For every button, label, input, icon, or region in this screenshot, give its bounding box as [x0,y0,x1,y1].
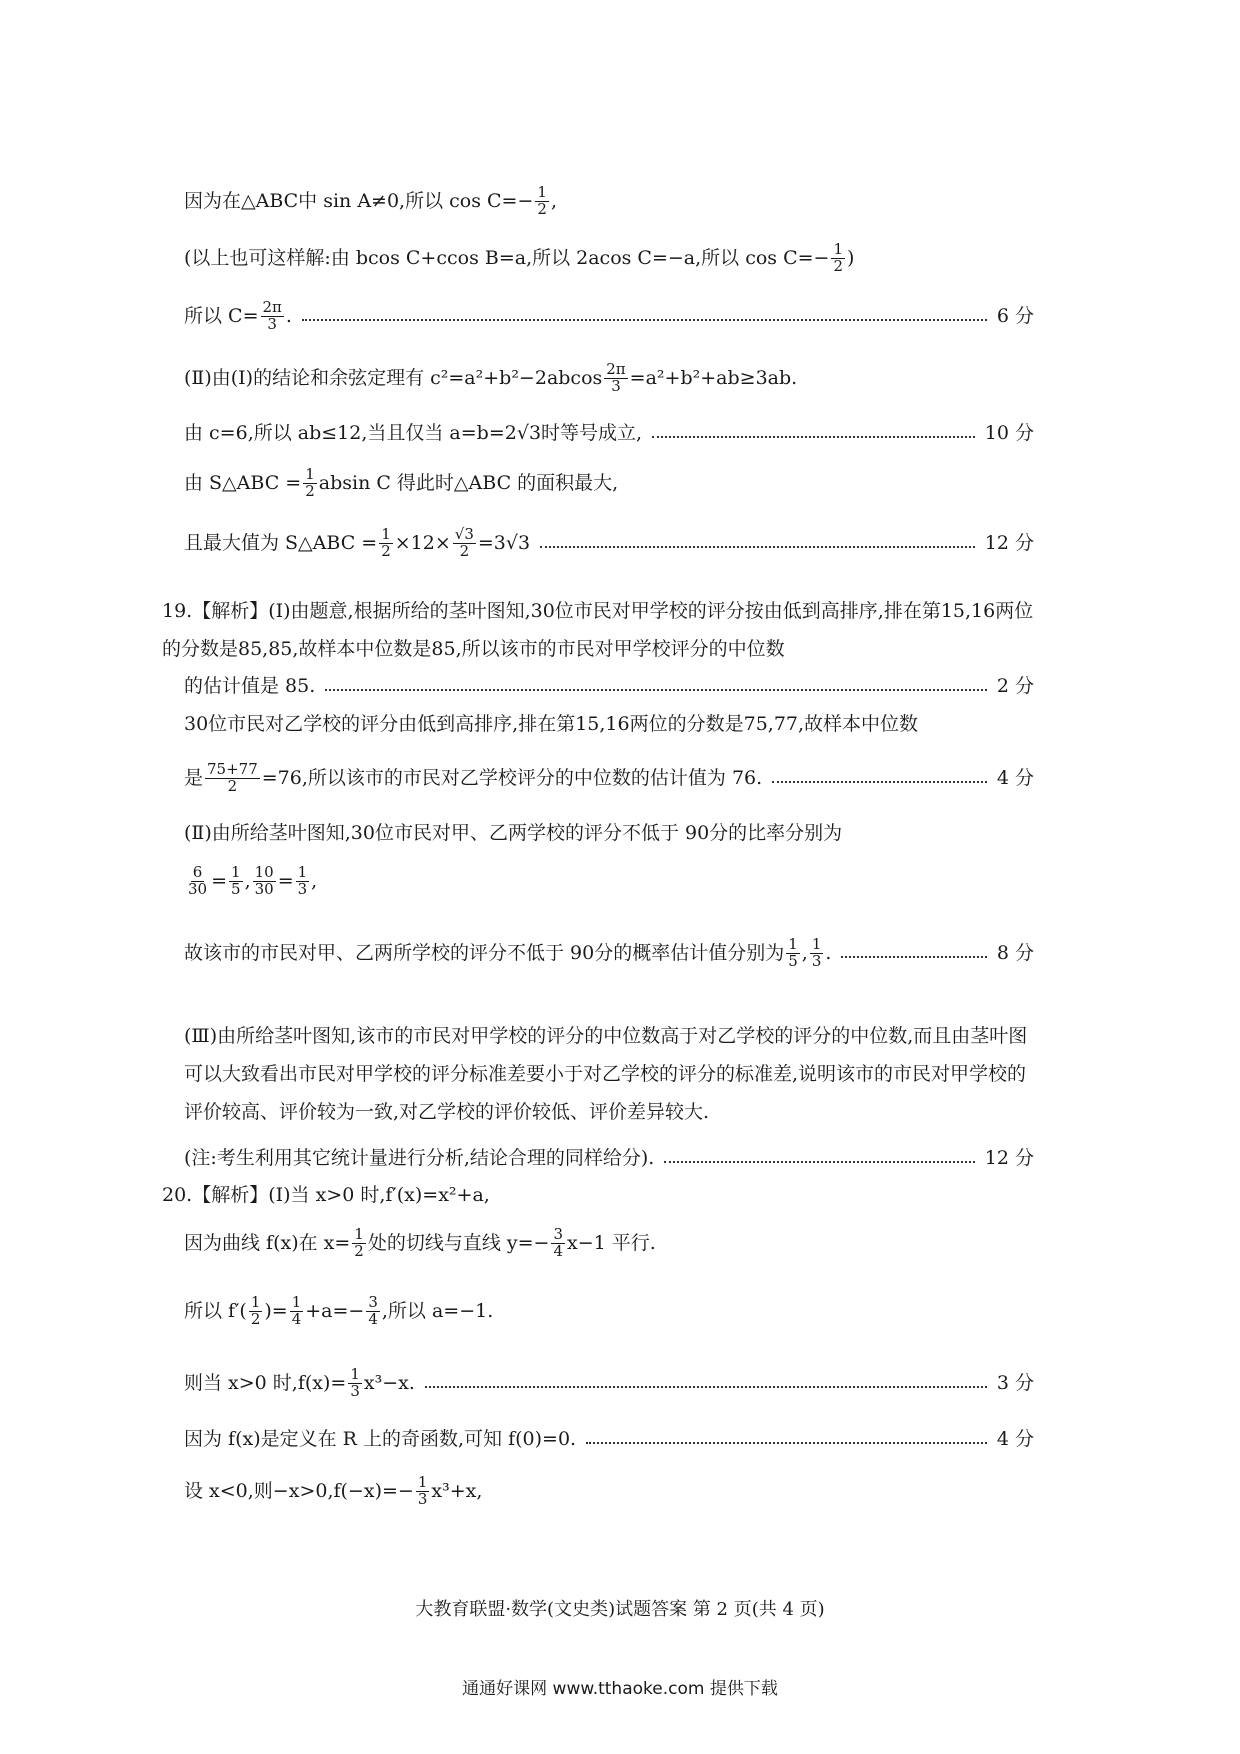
solution-line [184,185,1034,218]
text: 处的切线与直线 y=− [367,1231,550,1254]
text: =76,所以该市的市民对乙学校评分的中位数的估计值为 76. [261,766,763,789]
fraction [348,1367,362,1400]
score-label: 4 分 [996,766,1034,789]
text: 因为在△ABC中 sin A≠0,所以 cos C=− [184,189,534,212]
denominator: 30 [188,879,208,898]
numerator: 1 [231,863,241,881]
question-19-paragraph [162,592,1034,668]
score-label: 3 分 [996,1371,1034,1394]
text: (Ⅲ)由所给茎叶图知,该市的市民对甲学校的评分的中位数高于对乙学校的评分的中位数,而且由茎叶图可以大致看出市民对甲学校的评分标准差要小于对乙学校的评分的标准差,说明该市的市民对甲学校的评价较高、评价较为一致,对乙学校的评价较低、评价差异较大. [184,1025,1028,1123]
score-label: 6 分 [996,304,1034,327]
text: x−1 平行. [567,1231,656,1254]
fraction [786,937,800,970]
numerator: 1 [350,1365,360,1383]
text: (Ⅱ)由所给茎叶图知,30位市民对甲、乙两学校的评分不低于 90分的比率分别为 [184,822,843,844]
score-label: 10 分 [984,422,1034,444]
solution-line [184,1475,1034,1508]
text: 20.【解析】(Ⅰ)当 x>0 时,f′(x)=x²+a, [162,1184,490,1206]
fraction [551,1227,565,1260]
text: ) [847,246,855,269]
text: . [285,304,292,327]
fraction [290,1295,304,1328]
denominator: 3 [611,376,621,395]
fraction [261,300,284,333]
question-19-part3-paragraph [184,1017,1034,1131]
text: = [277,869,294,892]
text: 故该市的市民对甲、乙两所学校的评分不低于 90分的概率估计值分别为 [184,941,785,964]
fraction [186,865,209,898]
solution-line [184,527,1034,560]
denominator: 30 [254,879,274,898]
numerator: 10 [254,863,274,881]
text: ×12× [394,531,451,554]
solution-line [184,422,1034,445]
leader-dots [772,781,987,783]
text: (Ⅱ)由(Ⅰ)的结论和余弦定理有 c²=a²+b²−2abcos [184,366,603,389]
denominator: 3 [350,1381,360,1400]
numerator: 2π [262,298,282,316]
text: 设 x<0,则−x>0,f(−x)=− [184,1479,414,1502]
text: , [244,869,251,892]
text: = [211,869,228,892]
text: 因为 f(x)是定义在 R 上的奇函数,可知 f(0)=0. [184,1428,577,1450]
solution-line [184,713,1034,736]
numerator: 1 [305,465,315,483]
denominator: 5 [788,951,798,970]
text: . [825,941,832,964]
text: +a=− [305,1299,365,1322]
fraction [453,527,476,560]
fraction [303,467,317,500]
leader-dots [841,956,986,958]
numerator: 1 [833,240,844,258]
fraction [535,185,549,218]
fraction [352,1227,366,1260]
leader-dots [325,689,987,691]
solution-line [184,467,1034,500]
numerator: 3 [368,1293,378,1311]
numerator: 1 [788,935,798,953]
leader-dots [652,436,975,438]
solution-line [184,362,1034,395]
score-label: 12 分 [984,531,1034,554]
numerator: 6 [192,863,203,881]
solution-line [184,1147,1034,1170]
denominator: 2 [354,1241,364,1260]
text: =3√3 [477,531,531,554]
denominator: 2 [833,256,844,275]
text: , [801,941,808,964]
text: , [550,189,557,212]
text: 所以 f′( [184,1299,247,1322]
leader-dots [540,546,975,548]
text: x³+x, [431,1479,483,1502]
fraction [366,1295,380,1328]
solution-line [184,865,1034,898]
fraction [253,865,276,898]
numerator: 2π [606,360,626,378]
denominator: 3 [267,314,277,333]
leader-dots [664,1161,974,1163]
text: 30位市民对乙学校的评分由低到高排序,排在第15,16两位的分数是75,77,故样本中位数 [184,713,919,735]
fraction [229,865,243,898]
text: ,所以 a=−1. [381,1299,494,1322]
fraction [604,362,627,395]
solution-line [184,822,1034,845]
fraction [205,762,260,795]
leader-dots [586,1442,987,1444]
numerator: 1 [811,935,822,953]
fraction [379,527,393,560]
numerator: 1 [537,183,547,201]
text: , [311,869,318,892]
denominator: 4 [553,1241,564,1260]
text: 则当 x>0 时,f(x)= [184,1371,347,1394]
text: )= [264,1299,288,1322]
fraction [296,865,310,898]
text: absin C 得此时△ABC 的面积最大, [318,471,619,494]
denominator: 4 [368,1309,378,1328]
solution-line [184,1367,1034,1400]
text: 是 [184,766,204,789]
text: 由 c=6,所以 ab≤12,当且仅当 a=b=2√3时等号成立, [184,422,643,444]
score-label: 12 分 [984,1147,1034,1169]
question-20-heading [162,1184,1034,1207]
denominator: 2 [537,199,547,218]
download-credit: 通通好课网 www.tthaoke.com 提供下载 [462,1679,778,1699]
solution-line [184,762,1034,795]
numerator: 1 [250,1293,261,1311]
leader-dots [302,319,987,321]
solution-line [184,1295,1034,1328]
solution-line [184,937,1034,970]
leader-dots [425,1386,987,1388]
fraction [831,242,845,275]
text: (以上也可这样解:由 bcos C+ccos B=a,所以 2acos C=−a,所以 cos C=− [184,246,830,269]
denominator: 3 [297,879,308,898]
fraction [416,1475,430,1508]
denominator: 2 [381,541,391,560]
fraction [249,1295,263,1328]
numerator: 75+77 [207,760,258,778]
numerator: 1 [381,525,391,543]
numerator: 1 [291,1293,302,1311]
denominator: 2 [227,776,238,795]
page-footer: 大教育联盟·数学(文史类)试题答案 第 2 页(共 4 页) [415,1599,825,1620]
denominator: 4 [291,1309,302,1328]
numerator: √3 [454,525,474,543]
denominator: 3 [811,951,822,970]
numerator: 1 [354,1225,364,1243]
solution-line [184,242,1034,275]
denominator: 2 [459,541,470,560]
text: (注:考生利用其它统计量进行分析,结论合理的同样给分). [184,1147,655,1169]
text: 19.【解析】(Ⅰ)由题意,根据所给的茎叶图知,30位市民对甲学校的评分按由低到高排序,排在第15,16两位的分数是85,85,故样本中位数是85,所以该市的市民对甲学校评分的中位数 [162,600,1034,660]
solution-line [184,1227,1034,1260]
denominator: 3 [417,1489,428,1508]
text: 由 S△ABC = [184,471,302,494]
solution-line [184,300,1034,333]
denominator: 2 [250,1309,261,1328]
score-label: 2 分 [996,675,1034,697]
denominator: 2 [305,481,315,500]
text: x³−x. [363,1371,415,1394]
score-label: 4 分 [996,1428,1034,1450]
numerator: 1 [417,1473,428,1491]
text: =a²+b²+ab≥3ab. [629,366,798,389]
text: 所以 C= [184,304,259,327]
solution-line [184,675,1034,698]
numerator: 1 [297,863,308,881]
text: 且最大值为 S△ABC = [184,531,378,554]
fraction [810,937,824,970]
text: 的估计值是 85. [184,675,316,697]
score-label: 8 分 [996,941,1034,964]
numerator: 3 [553,1225,564,1243]
solution-line [184,1428,1034,1451]
denominator: 5 [231,879,241,898]
text: 因为曲线 f(x)在 x= [184,1231,351,1254]
